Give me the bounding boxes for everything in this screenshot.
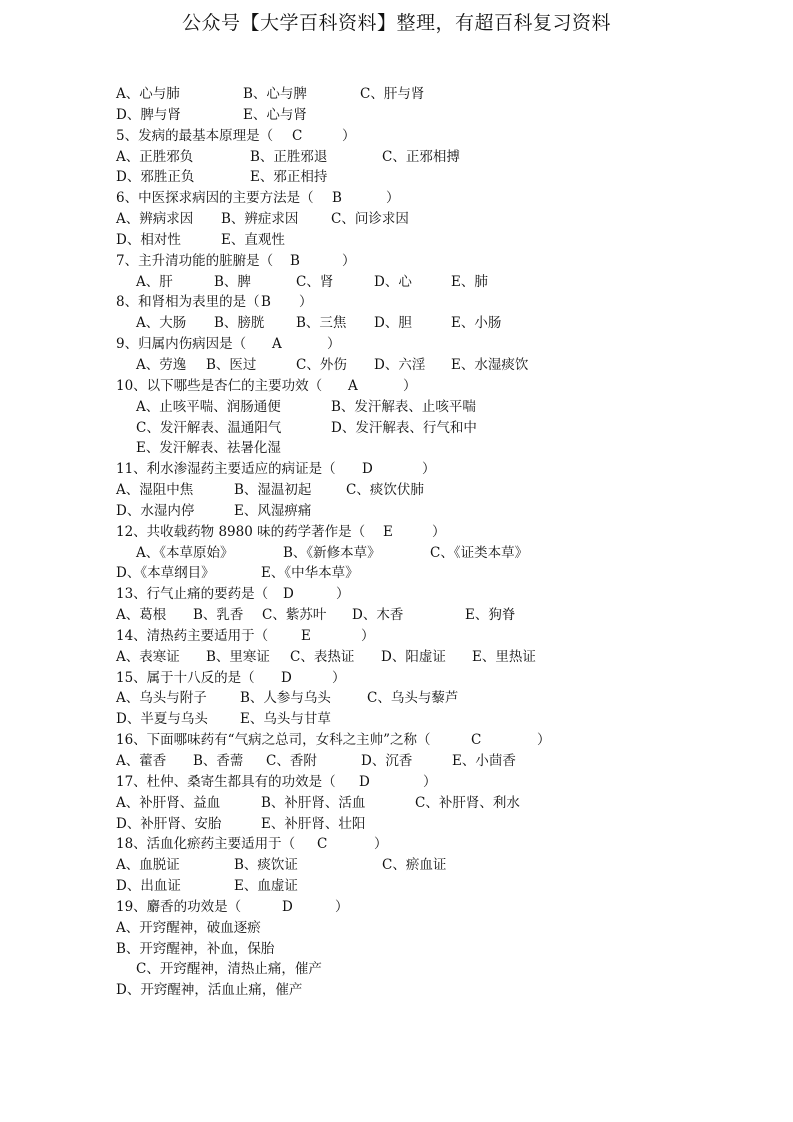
option-text: C、发汗解表、温通阳气 bbox=[136, 419, 282, 436]
question-text: 18、活血化瘀药主要适用于（ bbox=[116, 836, 296, 853]
option-text: C、问诊求因 bbox=[331, 211, 409, 228]
options-line bbox=[116, 480, 756, 501]
option-text: C、外伤 bbox=[296, 356, 347, 373]
option-text: E、《中华本草》 bbox=[261, 565, 359, 582]
option-text: E、直观性 bbox=[221, 231, 285, 248]
option-text: A、肝 bbox=[136, 273, 173, 290]
options-line bbox=[116, 84, 756, 105]
question-line bbox=[116, 584, 756, 605]
option-text: A、止咳平喘、润肠通便 bbox=[136, 398, 281, 415]
answer-letter: E bbox=[383, 523, 393, 540]
answer-letter: C bbox=[471, 732, 482, 749]
option-text: E、血虚证 bbox=[234, 878, 298, 895]
answer-letter: D bbox=[281, 669, 292, 686]
option-text: C、香附 bbox=[266, 753, 317, 769]
option-text: E、肺 bbox=[451, 273, 488, 290]
option-text: A、辨病求因 bbox=[116, 211, 194, 228]
question-text: 6、中医探求病因的主要方法是（ bbox=[116, 190, 314, 207]
closing-paren: ） bbox=[361, 627, 375, 644]
option-text: D、邪胜正负 bbox=[116, 169, 195, 186]
option-text: D、木香 bbox=[352, 607, 404, 624]
options-line bbox=[116, 272, 756, 293]
question-line bbox=[116, 251, 756, 272]
answer-letter: D bbox=[359, 773, 370, 790]
option-text: D、《本草纲目》 bbox=[116, 565, 215, 582]
options-line bbox=[116, 814, 756, 835]
option-text: D、沉香 bbox=[361, 753, 413, 769]
question-line bbox=[116, 626, 756, 647]
option-text: D、心 bbox=[374, 273, 412, 290]
option-text: C、肾 bbox=[296, 273, 334, 290]
answer-letter: A bbox=[348, 377, 358, 394]
option-text: D、发汗解表、行气和中 bbox=[331, 419, 477, 436]
option-text: A、《本草原始》 bbox=[136, 544, 234, 561]
option-text: B、膀胱 bbox=[214, 315, 265, 332]
options-line bbox=[116, 543, 756, 564]
option-text: B、辨症求因 bbox=[221, 211, 299, 228]
closing-paren: ） bbox=[374, 836, 388, 853]
options-line bbox=[116, 209, 756, 230]
options-line bbox=[116, 355, 756, 376]
question-line bbox=[116, 834, 756, 855]
options-line bbox=[116, 647, 756, 668]
option-text: D、胆 bbox=[374, 315, 412, 332]
option-text: D、脾与肾 bbox=[116, 106, 181, 123]
option-text: B、发汗解表、止咳平喘 bbox=[331, 398, 476, 415]
closing-paren: ） bbox=[327, 336, 341, 353]
question-line bbox=[116, 772, 756, 793]
option-text: A、表寒证 bbox=[116, 648, 180, 665]
option-text: A、湿阻中焦 bbox=[116, 482, 194, 499]
options-line bbox=[116, 939, 756, 960]
question-text: 9、归属内伤病因是（ bbox=[116, 336, 247, 353]
answer-letter: B bbox=[261, 294, 271, 311]
answer-letter: D bbox=[282, 898, 293, 915]
options-line bbox=[116, 709, 756, 730]
page-header: 公众号【大学百科资料】整理，有超百科复习资料 bbox=[181, 12, 611, 34]
options-line bbox=[116, 855, 756, 876]
closing-paren: ） bbox=[386, 190, 400, 207]
answer-letter: D bbox=[283, 586, 294, 603]
options-line bbox=[116, 438, 756, 459]
option-text: E、邪正相持 bbox=[250, 169, 328, 186]
option-text: C、肝与肾 bbox=[360, 86, 425, 102]
option-text: A、补肝肾、益血 bbox=[116, 794, 221, 811]
option-text: B、补肝肾、活血 bbox=[261, 794, 366, 811]
options-line bbox=[116, 751, 756, 772]
closing-paren: ） bbox=[342, 252, 356, 269]
option-text: A、葛根 bbox=[116, 607, 167, 624]
options-line bbox=[116, 418, 756, 439]
closing-paren: ） bbox=[332, 669, 346, 686]
closing-paren: ） bbox=[299, 294, 313, 311]
option-text: C、正邪相搏 bbox=[382, 148, 460, 165]
option-text: A、藿香 bbox=[116, 753, 167, 769]
options-line bbox=[116, 605, 756, 626]
option-text: B、三焦 bbox=[296, 315, 347, 332]
option-text: C、紫苏叶 bbox=[262, 607, 327, 624]
option-text: B、湿温初起 bbox=[234, 482, 312, 499]
answer-letter: D bbox=[362, 461, 373, 478]
answer-letter: C bbox=[292, 127, 303, 144]
question-line bbox=[116, 292, 756, 313]
answer-letter: E bbox=[301, 627, 311, 644]
option-text: B、正胜邪退 bbox=[250, 148, 328, 165]
option-text: B、心与脾 bbox=[243, 86, 307, 102]
question-line bbox=[116, 188, 756, 209]
option-text: B、香薷 bbox=[193, 753, 244, 769]
closing-paren: ） bbox=[403, 377, 417, 394]
options-line bbox=[116, 105, 756, 126]
closing-paren: ） bbox=[423, 773, 437, 790]
option-text: A、开窍醒神，破血逐瘀 bbox=[116, 919, 261, 936]
options-line bbox=[116, 980, 756, 1001]
option-text: A、大肠 bbox=[136, 315, 187, 332]
closing-paren: ） bbox=[335, 898, 349, 915]
option-text: B、里寒证 bbox=[206, 648, 270, 665]
option-text: A、正胜邪负 bbox=[116, 148, 194, 165]
option-text: D、六淫 bbox=[374, 356, 426, 373]
option-text: C、开窍醒神，清热止痛，催产 bbox=[136, 961, 322, 978]
option-text: C、痰饮伏肺 bbox=[346, 482, 424, 499]
option-text: E、水湿痰饮 bbox=[451, 356, 529, 373]
option-text: D、相对性 bbox=[116, 231, 181, 248]
options-line bbox=[116, 313, 756, 334]
options-line bbox=[116, 959, 756, 980]
option-text: B、痰饮证 bbox=[234, 857, 298, 874]
closing-paren: ） bbox=[537, 732, 551, 749]
question-line bbox=[116, 668, 756, 689]
options-line bbox=[116, 230, 756, 251]
closing-paren: ） bbox=[422, 461, 436, 478]
option-text: A、血脱证 bbox=[116, 857, 180, 874]
option-text: D、阳虚证 bbox=[381, 648, 446, 665]
question-text: 19、麝香的功效是（ bbox=[116, 898, 242, 915]
options-line bbox=[116, 501, 756, 522]
question-text: 16、下面哪味药有“气病之总司，女科之主帅”之称（ bbox=[116, 732, 431, 749]
question-line bbox=[116, 126, 756, 147]
question-line bbox=[116, 897, 756, 918]
option-text: E、狗脊 bbox=[465, 607, 516, 624]
option-text: E、发汗解表、祛暑化湿 bbox=[136, 440, 281, 457]
options-line bbox=[116, 147, 756, 168]
option-text: B、开窍醒神，补血，保胎 bbox=[116, 940, 275, 957]
question-line bbox=[116, 730, 756, 751]
question-line bbox=[116, 334, 756, 355]
closing-paren: ） bbox=[432, 523, 446, 540]
option-text: B、医过 bbox=[206, 356, 257, 373]
option-text: B、《新修本草》 bbox=[283, 544, 381, 561]
answer-letter: C bbox=[317, 836, 328, 853]
option-text: C、瘀血证 bbox=[382, 857, 447, 874]
option-text: D、水湿内停 bbox=[116, 502, 195, 519]
answer-letter: B bbox=[332, 190, 342, 207]
option-text: B、人参与乌头 bbox=[240, 690, 331, 707]
question-list bbox=[116, 84, 756, 1001]
question-text: 8、和肾相为表里的是（ bbox=[116, 294, 260, 311]
options-line bbox=[116, 563, 756, 584]
question-text: 14、清热药主要适用于（ bbox=[116, 627, 269, 644]
options-line bbox=[116, 918, 756, 939]
option-text: E、乌头与甘草 bbox=[240, 711, 331, 728]
question-text: 11、利水渗湿药主要适应的病证是（ bbox=[116, 461, 336, 478]
question-text: 13、行气止痛的要药是（ bbox=[116, 586, 269, 603]
option-text: B、脾 bbox=[214, 273, 251, 290]
option-text: D、开窍醒神，活血止痛，催产 bbox=[116, 982, 303, 999]
option-text: A、心与肺 bbox=[116, 86, 180, 102]
question-text: 10、以下哪些是杏仁的主要功效（ bbox=[116, 377, 323, 394]
option-text: C、《证类本草》 bbox=[430, 544, 529, 561]
option-text: C、表热证 bbox=[290, 648, 355, 665]
option-text: E、小肠 bbox=[451, 315, 502, 332]
option-text: E、风湿痹痛 bbox=[234, 502, 312, 519]
answer-letter: A bbox=[272, 336, 282, 353]
option-text: A、乌头与附子 bbox=[116, 690, 207, 707]
question-text: 5、发病的最基本原理是（ bbox=[116, 127, 274, 144]
question-text: 12、共收载药物 8980 味的药学著作是（ bbox=[116, 523, 366, 540]
options-line bbox=[116, 688, 756, 709]
option-text: D、半夏与乌头 bbox=[116, 711, 208, 728]
closing-paren: ） bbox=[342, 127, 356, 144]
closing-paren: ） bbox=[336, 586, 350, 603]
option-text: C、乌头与藜芦 bbox=[367, 690, 459, 707]
option-text: E、里热证 bbox=[472, 648, 536, 665]
option-text: E、小茴香 bbox=[452, 753, 516, 769]
option-text: E、心与肾 bbox=[243, 106, 307, 123]
options-line bbox=[116, 793, 756, 814]
option-text: C、补肝肾、利水 bbox=[415, 794, 520, 811]
question-line bbox=[116, 522, 756, 543]
option-text: D、出血证 bbox=[116, 878, 181, 895]
option-text: A、劳逸 bbox=[136, 356, 187, 373]
question-text: 17、杜仲、桑寄生都具有的功效是（ bbox=[116, 773, 336, 790]
option-text: B、乳香 bbox=[193, 607, 244, 624]
option-text: D、补肝肾、安胎 bbox=[116, 815, 222, 832]
question-line bbox=[116, 376, 756, 397]
options-line bbox=[116, 167, 756, 188]
question-text: 7、主升清功能的脏腑是（ bbox=[116, 252, 274, 269]
option-text: E、补肝肾、壮阳 bbox=[261, 815, 366, 832]
answer-letter: B bbox=[290, 252, 300, 269]
question-text: 15、属于十八反的是（ bbox=[116, 669, 255, 686]
options-line bbox=[116, 876, 756, 897]
options-line bbox=[116, 397, 756, 418]
question-line bbox=[116, 459, 756, 480]
